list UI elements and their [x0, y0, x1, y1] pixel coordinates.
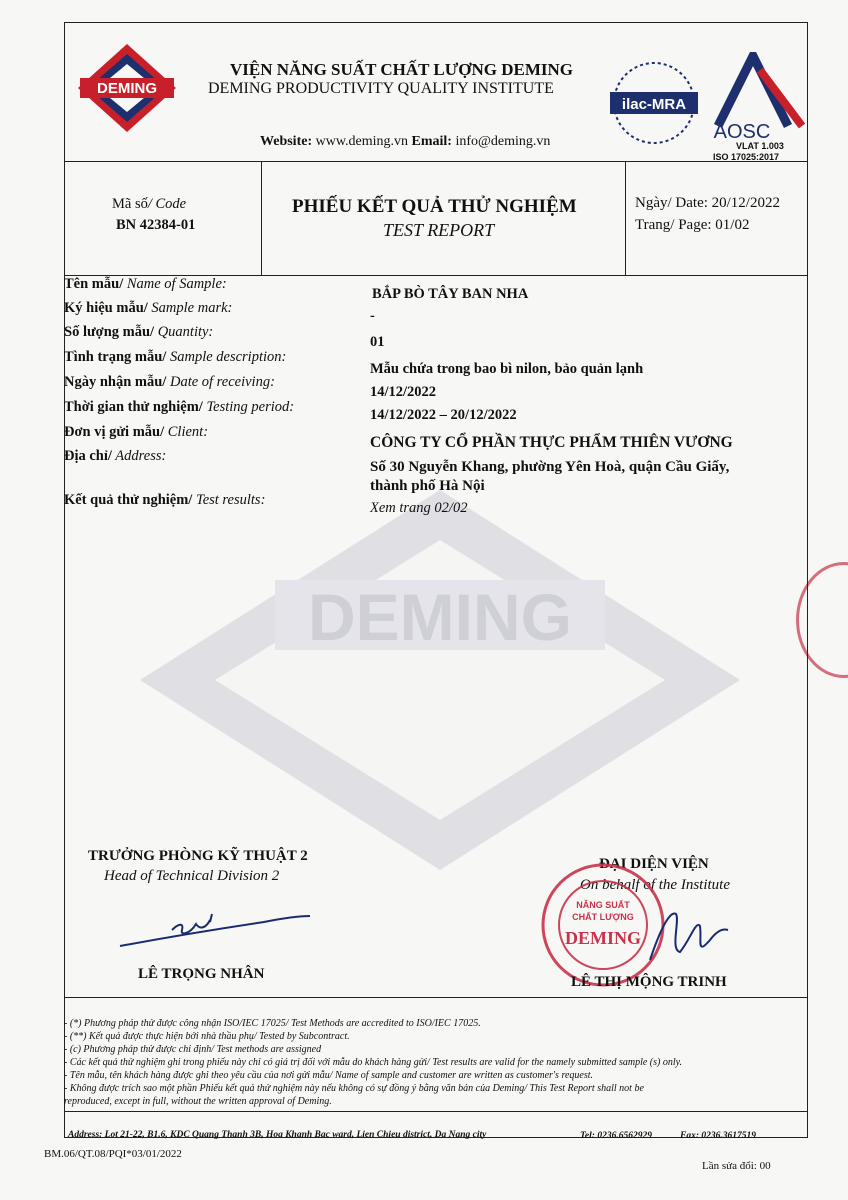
iso-text: ISO 17025:2017	[713, 152, 780, 162]
note-line: - (*) Phương pháp thử được công nhận ISO/IEC 17025/ Test Methods are accredited to ISO/IEC 17025.	[64, 1018, 481, 1029]
note-line: reproduced, except in full, without the written approval of Deming.	[64, 1096, 332, 1107]
watermark-text: DEMING	[308, 580, 572, 654]
report-title-en: TEST REPORT	[383, 220, 495, 240]
right-signature	[640, 900, 730, 970]
website-link[interactable]: www.deming.vn	[315, 134, 409, 149]
field-label: Tên mẫu/ Name of Sample:	[64, 276, 227, 292]
field-label: Thời gian thử nghiệm/ Testing period:	[64, 399, 295, 415]
field-value: Xem trang 02/02	[370, 500, 468, 516]
note-line: - Các kết quả thử nghiệm ghi trong phiếu này chỉ có giá trị đối với mẫu do khách hàng gửi/ Test results are valid for the namely submitted sample (s) only.	[64, 1057, 683, 1068]
left-signatory-title: TRƯỞNG PHÒNG KỸ THUẬT 2	[88, 848, 308, 864]
field-label: Tình trạng mẫu/ Sample description:	[64, 349, 287, 365]
code-label: Mã số/ Code	[112, 196, 187, 212]
field-label: Kết quả thử nghiệm/ Test results:	[64, 492, 266, 508]
left-signatory-name: LÊ TRỌNG NHÂN	[138, 966, 265, 982]
contact-line: Website: www.deming.vn Email: info@deming.vn	[260, 134, 551, 149]
form-code: BM.06/QT.08/PQI*03/01/2022	[44, 1148, 182, 1160]
right-signatory-title-en: On behalf of the Institute	[580, 877, 730, 893]
divider	[65, 1111, 807, 1112]
footer-fax: Fax: 0236.3617519	[680, 1131, 756, 1141]
revision-number: Lần sửa đổi: 00	[702, 1160, 771, 1172]
note-line: - Không được trích sao một phần Phiếu kết quả thử nghiệm này nếu không có sự đồng ý bằng văn bản của Deming/ This Test Report shall not be	[64, 1083, 644, 1094]
divider	[65, 161, 807, 162]
svg-text:NĂNG SUẤT: NĂNG SUẤT	[576, 900, 630, 910]
aosc-mark	[700, 52, 806, 142]
note-line: - Tên mẫu, tên khách hàng được ghi theo yêu cầu của nơi gửi mẫu/ Name of sample and customer are written as customer's request.	[64, 1070, 594, 1081]
divider	[625, 161, 626, 275]
field-value: BẮP BÒ TÂY BAN NHA	[372, 286, 529, 302]
svg-text:DEMING: DEMING	[565, 928, 641, 948]
vlat-text: VLAT 1.003	[736, 141, 784, 151]
deming-logo	[72, 40, 182, 136]
email-link[interactable]: info@deming.vn	[455, 134, 551, 149]
field-value: 01	[370, 334, 385, 350]
field-value: 14/12/2022	[370, 384, 437, 400]
code-value: BN 42384-01	[116, 217, 196, 233]
right-signatory-name: LÊ THỊ MỘNG TRINH	[571, 974, 727, 990]
field-value: -	[370, 308, 375, 324]
institute-name-en: DEMING PRODUCTIVITY QUALITY INSTITUTE	[208, 80, 554, 97]
field-value: Số 30 Nguyễn Khang, phường Yên Hoà, quận Cầu Giấy,	[370, 459, 730, 475]
field-label: Địa chỉ/ Address:	[64, 448, 167, 464]
ilac-text: ilac-MRA	[621, 96, 687, 113]
footer-tel: Tel: 0236.6562929	[580, 1131, 652, 1141]
report-title-vi: PHIẾU KẾT QUẢ THỬ NGHIỆM	[292, 196, 577, 217]
footer-address: Address: Lot 21-22, B1.6, KDC Quang Thanh 3B, Hoa Khanh Bac ward, Lien Chieu district, Da Nang city	[68, 1130, 487, 1140]
ilac-mra-mark	[604, 58, 704, 148]
field-value: Mẫu chứa trong bao bì nilon, bảo quản lạnh	[370, 361, 644, 377]
field-label: Ký hiệu mẫu/ Sample mark:	[64, 300, 233, 316]
report-date: Ngày/ Date: 20/12/2022	[635, 195, 780, 211]
divider	[261, 161, 262, 275]
note-line: - (c) Phương pháp thử được chỉ định/ Test methods are assigned	[64, 1044, 322, 1055]
svg-text:CHẤT LƯỢNG: CHẤT LƯỢNG	[572, 912, 634, 922]
note-line: - (**) Kết quả được thực hiện bởi nhà thầu phụ/ Tested by Subcontract.	[64, 1031, 350, 1042]
field-value: 14/12/2022 – 20/12/2022	[370, 407, 517, 423]
aosc-text: AOSC	[713, 121, 771, 142]
logo-text: DEMING	[97, 80, 157, 97]
left-signature	[114, 906, 314, 954]
field-value: CÔNG TY CỔ PHẦN THỰC PHẨM THIÊN VƯƠNG	[370, 434, 733, 451]
institute-name-vi: VIỆN NĂNG SUẤT CHẤT LƯỢNG DEMING	[230, 60, 574, 79]
field-label: Ngày nhận mẫu/ Date of receiving:	[64, 374, 275, 390]
address-line-2: thành phố Hà Nội	[370, 478, 485, 494]
report-page-number: Trang/ Page: 01/02	[635, 217, 750, 233]
field-label: Số lượng mẫu/ Quantity:	[64, 324, 214, 340]
right-signatory-title: ĐẠI DIỆN VIỆN	[599, 856, 709, 872]
divider	[65, 997, 807, 998]
field-label: Đơn vị gửi mẫu/ Client:	[64, 424, 209, 440]
left-signatory-title-en: Head of Technical Division 2	[104, 868, 280, 884]
